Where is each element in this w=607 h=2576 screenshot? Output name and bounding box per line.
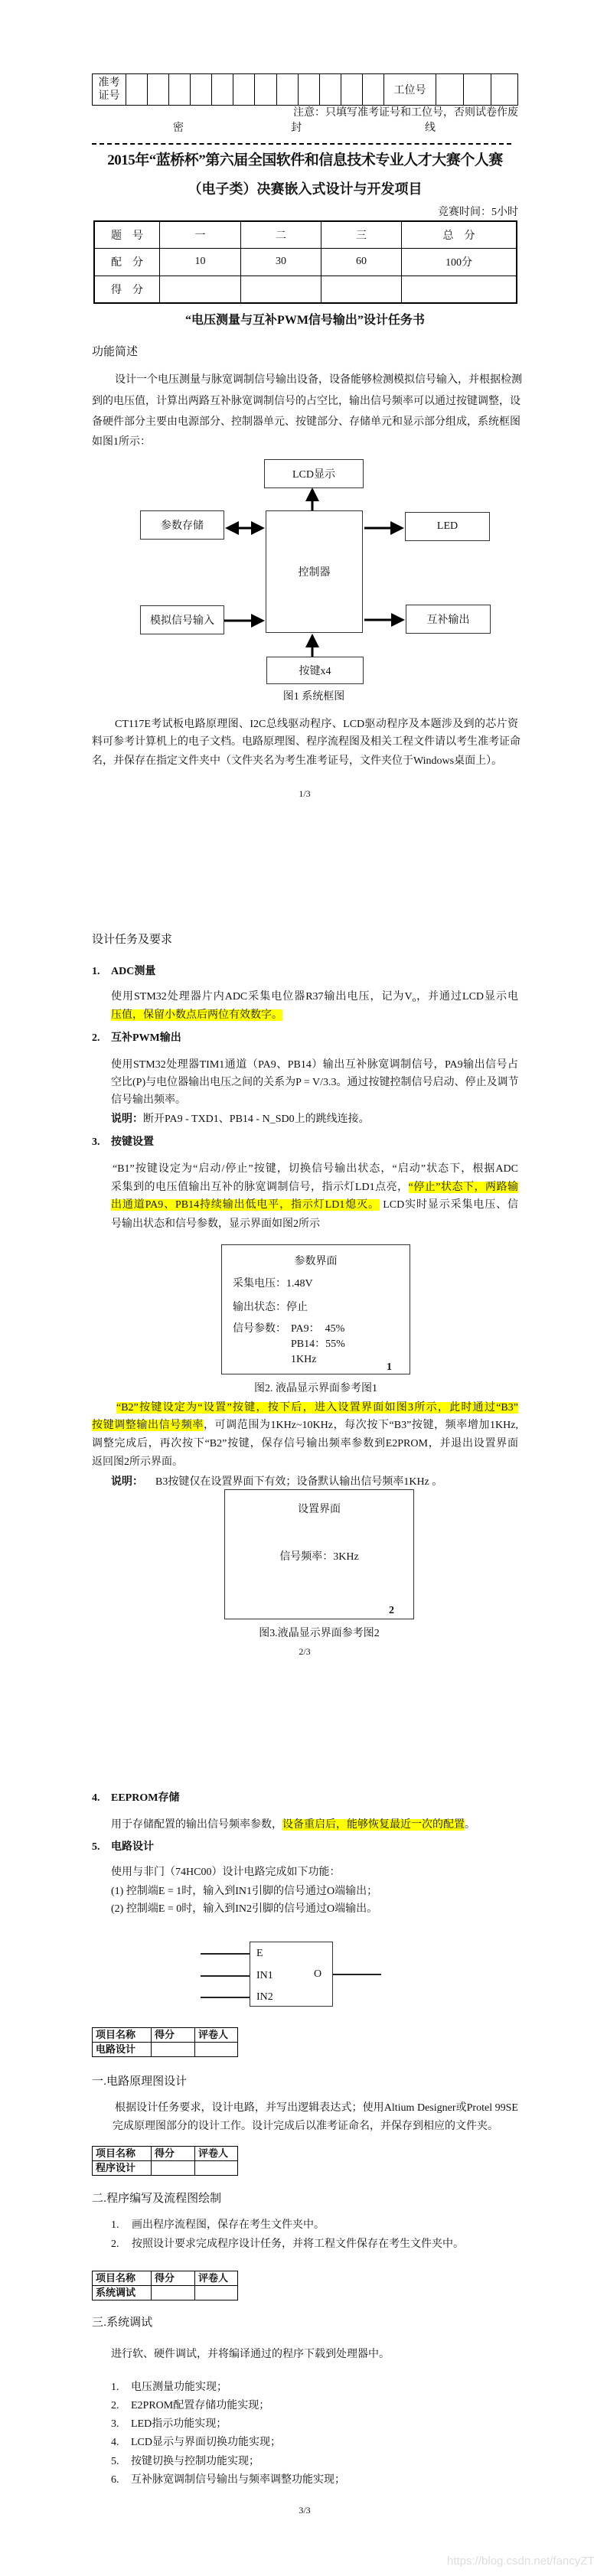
page-number: 1/3 — [299, 788, 311, 799]
score-cell[interactable] — [402, 276, 517, 303]
list-number: 3. — [111, 2418, 119, 2430]
screen-page-number: 2 — [389, 1605, 394, 1616]
score-cell[interactable] — [152, 2043, 195, 2057]
seat-cell[interactable] — [464, 74, 491, 106]
exam-id-label-line: 准考 — [98, 77, 120, 89]
exam-id-cell[interactable] — [298, 74, 319, 106]
screen-page-number: 1 — [387, 1361, 392, 1373]
frequency-readout: 1KHz — [291, 1354, 317, 1365]
list-number: 5. — [111, 2456, 119, 2467]
page-number: 2/3 — [299, 1646, 311, 1657]
table-cell: 60 — [321, 249, 402, 276]
table-cell: 总 分 — [402, 221, 517, 249]
paragraph-line: 如图1所示： — [92, 436, 151, 448]
grading-table — [92, 2271, 238, 2300]
table-header: 评卷人 — [195, 2147, 238, 2161]
note-label: 说明： — [111, 1114, 143, 1125]
highlighted-text: 设备重启后，能够恢复最近一次的配置 — [282, 1819, 465, 1831]
seal-char: 线 — [425, 122, 436, 134]
screen-title: 设置界面 — [298, 1504, 341, 1515]
list-item: 按键切换与控制功能实现； — [131, 2456, 259, 2467]
table-row — [94, 276, 517, 303]
paragraph-line: 根据设计任务要求，设计电路，并写出逻辑表达式；使用Altium Designer或Protel 99SE — [115, 2102, 518, 2114]
item-number: 5. — [92, 1841, 100, 1853]
lcd-display-block: LCD显示 — [264, 459, 364, 488]
seal-char: 密 — [173, 122, 184, 134]
list-number: 6. — [111, 2474, 119, 2486]
exam-id-cell[interactable] — [319, 74, 341, 106]
note-label: 说明： — [111, 1476, 143, 1488]
item-heading: 互补PWM输出 — [111, 1032, 181, 1044]
paragraph-line — [92, 1420, 518, 1432]
list-item: LCD显示与界面切换功能实现； — [131, 2437, 281, 2448]
paragraph-line: 调整完成后，再次按下“B2”按键，保存信号输出频率参数到E2PROM，并退出设置界面 — [92, 1438, 518, 1449]
list-number: 2. — [111, 2400, 119, 2411]
section-heading: 设计任务及要求 — [92, 933, 173, 946]
table-header: 评卷人 — [195, 2028, 238, 2043]
note-text: B3按键仅在设置界面下有效；设备默认输出信号频率1KHz 。 — [155, 1476, 443, 1488]
score-table — [93, 220, 517, 304]
exam-id-cell[interactable] — [169, 74, 191, 106]
list-item: 按照设计要求完成程序设计任务，并将工程文件保存在考生文件夹中。 — [132, 2239, 464, 2250]
table-cell: 10 — [160, 249, 241, 276]
subscript: o — [412, 996, 416, 1003]
score-cell[interactable] — [160, 276, 241, 303]
list-item: E2PROM配置存储功能实现； — [131, 2400, 270, 2411]
highlighted-text: “停止”状态下，两路输 — [408, 1182, 518, 1193]
led-block: LED — [405, 512, 490, 541]
seat-cell[interactable] — [491, 74, 518, 106]
text-segment: ，可调范围为1KHz~10KHz，每次按下“B3”按键，频率增加1KHz, — [203, 1420, 518, 1431]
list-item: LED指示功能实现； — [131, 2418, 227, 2430]
paragraph-line: 进行软、硬件调试，并将编译通过的程序下载到处理器中。 — [111, 2349, 390, 2360]
list-item: 画出程序流程图，保存在考生文件夹中。 — [132, 2219, 325, 2231]
item-number: 3. — [92, 1136, 100, 1148]
voltage-readout: 采集电压：1.48V — [233, 1278, 313, 1290]
paragraph-line: 名，并保存在指定文件夹中（文件夹名为考生准考证号，文件夹位于Windows桌面上）。 — [92, 755, 503, 767]
text-segment: LCD实时显示采集电压、信 — [379, 1199, 519, 1211]
section-heading: 一.电路原理图设计 — [92, 2075, 188, 2088]
task-title: “电压测量与互补PWM信号输出”设计任务书 — [185, 314, 425, 327]
table-cell: 一 — [160, 221, 241, 249]
table-header: 得分 — [152, 2147, 195, 2161]
paragraph-line: 完成原理图部分的设计工作。设计完成后以准考证命名，并保存到相应的文件夹。 — [113, 2121, 498, 2132]
text-segment: 。 — [465, 1819, 475, 1831]
seal-char: 封 — [291, 122, 302, 134]
paragraph-line — [111, 1819, 475, 1831]
score-cell[interactable] — [241, 276, 321, 303]
exam-id-cell[interactable] — [255, 74, 276, 106]
note-line — [111, 1114, 370, 1126]
table-row — [93, 2028, 238, 2043]
table-row — [93, 2271, 238, 2286]
exam-id-cell[interactable] — [126, 74, 148, 106]
paragraph-line: CT117E考试板电路原理图、I2C总线驱动程序、LCD驱动程序及本题涉及到的芯片资 — [115, 719, 518, 730]
list-number: 1. — [111, 2219, 119, 2231]
table-header: 项目名称 — [93, 2147, 152, 2161]
keys-block: 按键x4 — [266, 657, 364, 684]
grading-table — [92, 2146, 238, 2176]
paragraph-line: 空比(P)与电位器输出电压之间的关系为P = V/3.3。通过按键控制信号启动、停止及调节 — [111, 1077, 519, 1088]
params-label: 信号参数： — [233, 1323, 286, 1335]
highlighted-text: “B2”按键设定为“设置”按键，按下后，进入设置界面如图3所示，此时通过“B3” — [116, 1402, 518, 1414]
output-state: 输出状态：停止 — [233, 1302, 308, 1313]
item-heading: EEPROM存储 — [111, 1792, 180, 1804]
section-heading: 三.系统调试 — [92, 2316, 153, 2329]
exam-id-cell[interactable] — [212, 74, 233, 106]
duration-text: 竞赛时间：5小时 — [438, 207, 518, 218]
text-segment: 使用STM32处理器片内ADC采集电位器R37输出电压，记为V — [111, 991, 413, 1003]
pa9-duty: PA9： 45% — [291, 1323, 345, 1335]
table-header: 项目名称 — [93, 2271, 152, 2286]
highlighted-text: 压值，保留小数点后两位有效数字。 — [111, 1009, 282, 1021]
paragraph-line — [111, 1199, 518, 1211]
table-header: 得分 — [152, 2271, 195, 2286]
item-number: 4. — [92, 1792, 100, 1804]
paragraph-line: 备硬件部分主要由电源部分、控制器单元、按键部分、存储单元和显示部分组成，系统框图 — [92, 416, 521, 428]
title-line-2: （电子类）决赛嵌入式设计与开发项目 — [188, 181, 423, 197]
pin-label-in1: IN1 — [256, 1970, 273, 1981]
grader-cell[interactable] — [195, 2043, 238, 2057]
exam-id-table — [92, 73, 518, 106]
score-cell[interactable] — [152, 2161, 195, 2176]
table-row — [94, 249, 517, 276]
paragraph-line: (2) 控制端E = 0时，输入到IN2引脚的信号通过O端输出。 — [111, 1903, 378, 1915]
pb14-duty: PB14：55% — [291, 1339, 345, 1350]
list-number: 4. — [111, 2437, 119, 2448]
grading-table — [92, 2027, 238, 2057]
table-cell: 得 分 — [94, 276, 160, 303]
item-number: 1. — [92, 966, 100, 977]
table-row — [93, 2147, 238, 2161]
paragraph-line — [116, 1402, 518, 1414]
pin-label-out: O — [314, 1968, 322, 1980]
paragraph-line: 号输出状态和信号参数，显示界面如图2所示 — [111, 1218, 320, 1230]
text-segment: 用于存储配置的输出信号频率参数， — [111, 1819, 282, 1831]
paragraph-line: 使用与非门（74HC00）设计电路完成如下功能： — [111, 1867, 341, 1878]
table-cell: 配 分 — [94, 249, 160, 276]
frequency-setting: 信号频率：3KHz — [279, 1551, 359, 1563]
item-number: 2. — [92, 1032, 100, 1044]
table-cell: 二 — [241, 221, 321, 249]
table-cell: 100分 — [402, 249, 517, 276]
pin-label-e: E — [256, 1948, 263, 1959]
list-item: 电压测量功能实现； — [131, 2382, 227, 2393]
figure-caption: 图1 系统框图 — [282, 691, 345, 703]
note-text: 断开PA9 - TXD1、PB14 - N_SD0上的跳线连接。 — [143, 1114, 370, 1125]
seat-cell[interactable] — [436, 74, 464, 106]
score-cell[interactable] — [321, 276, 402, 303]
section-heading: 功能简述 — [92, 345, 139, 358]
complementary-output-block: 互补输出 — [406, 605, 491, 634]
item-heading: 电路设计 — [111, 1841, 154, 1853]
controller-block: 控制器 — [266, 510, 363, 633]
grader-cell[interactable] — [195, 2161, 238, 2176]
seal-line — [92, 143, 511, 145]
pin-label-in2: IN2 — [256, 1991, 273, 2003]
note-line — [111, 1476, 442, 1489]
table-cell: 30 — [241, 249, 321, 276]
list-number: 2. — [111, 2239, 119, 2250]
highlighted-text: 出通道PA9、PB14持续输出低电平，指示灯LD1熄灭。 — [111, 1199, 380, 1211]
exam-id-cell[interactable] — [148, 74, 169, 106]
title-line-1: 2015年“蓝桥杯”第六届全国软件和信息技术专业人才大赛个人赛 — [107, 152, 503, 168]
screen-title: 参数界面 — [294, 1256, 338, 1267]
paragraph-line — [111, 991, 518, 1006]
paragraph-line: (1) 控制端E = 1时，输入到IN1引脚的信号通过O端输出； — [111, 1886, 378, 1897]
table-cell: 三 — [321, 221, 402, 249]
table-cell: 电路设计 — [93, 2043, 152, 2057]
table-row — [94, 221, 517, 249]
exam-id-label — [93, 74, 126, 106]
exam-id-cell[interactable] — [233, 74, 255, 106]
notice-text: 注意：只填写准考证号和工位号，否则试卷作废 — [293, 107, 518, 119]
paragraph-line: 使用STM32处理器TIM1通道（PA9、PB14）输出互补脉宽调制信号，PA9输出信号占 — [111, 1059, 518, 1071]
watermark: https://blog.csdn.net/fancyZT — [447, 2555, 595, 2568]
exam-id-cell[interactable] — [276, 74, 298, 106]
score-cell[interactable] — [152, 2286, 195, 2300]
paragraph-line: 料可参考计算机上的电子文档。电路原理图、程序流程图及相关工程文件请以考生准考证命 — [92, 736, 521, 748]
table-cell: 程序设计 — [93, 2161, 152, 2176]
table-cell: 系统调试 — [93, 2286, 152, 2300]
table-cell: 题 号 — [94, 221, 160, 249]
table-header: 评卷人 — [195, 2271, 238, 2286]
seat-label: 工位号 — [384, 74, 436, 106]
exam-id-cell[interactable] — [362, 74, 383, 106]
list-item: 互补脉宽调制信号输出与频率调整功能实现； — [131, 2474, 345, 2486]
paragraph-line: “B1”按键设定为“启动/停止”按键，切换信号输出状态，“启动”状态下，根据ADC — [113, 1163, 518, 1175]
highlighted-text: 按键调整输出信号频率 — [92, 1420, 204, 1431]
item-heading: ADC测量 — [111, 966, 156, 977]
table-row — [93, 2161, 238, 2176]
text-segment: ，并通过LCD显示电 — [416, 991, 518, 1003]
table-row — [93, 2286, 238, 2300]
table-row — [93, 2043, 238, 2057]
storage-block: 参数存储 — [140, 510, 224, 540]
paragraph-line: 返回图2所示界面。 — [92, 1456, 183, 1468]
table-header: 得分 — [152, 2028, 195, 2043]
item-heading: 按键设置 — [111, 1136, 154, 1148]
figure-caption: 图2. 液晶显示界面参考图1 — [254, 1383, 377, 1394]
paragraph-line — [111, 1009, 282, 1022]
grader-cell[interactable] — [195, 2286, 238, 2300]
paragraph-line: 信号输出频率。 — [111, 1094, 186, 1106]
exam-id-cell[interactable] — [191, 74, 212, 106]
figure-caption: 图3.液晶显示界面参考图2 — [259, 1628, 380, 1639]
table-header: 项目名称 — [93, 2028, 152, 2043]
page-number: 3/3 — [299, 2505, 311, 2516]
paragraph-line: 到的电压值，计算出两路互补脉宽调制信号的占空比，输出信号频率可以通过按键调整，设 — [92, 396, 521, 407]
exam-id-cell[interactable] — [341, 74, 362, 106]
list-number: 1. — [111, 2382, 119, 2393]
analog-input-block: 模拟信号输入 — [140, 605, 224, 634]
section-heading: 二.程序编写及流程图绘制 — [92, 2192, 222, 2205]
exam-id-label-line: 证号 — [98, 90, 120, 102]
paragraph-line — [111, 1182, 518, 1194]
paragraph-line: 设计一个电压测量与脉宽调制信号输出设备，设备能够检测模拟信号输入，并根据检测 — [115, 374, 522, 386]
text-segment: 采集到的电压值输出互补的脉宽调制信号，指示灯LD1点亮， — [111, 1182, 409, 1193]
